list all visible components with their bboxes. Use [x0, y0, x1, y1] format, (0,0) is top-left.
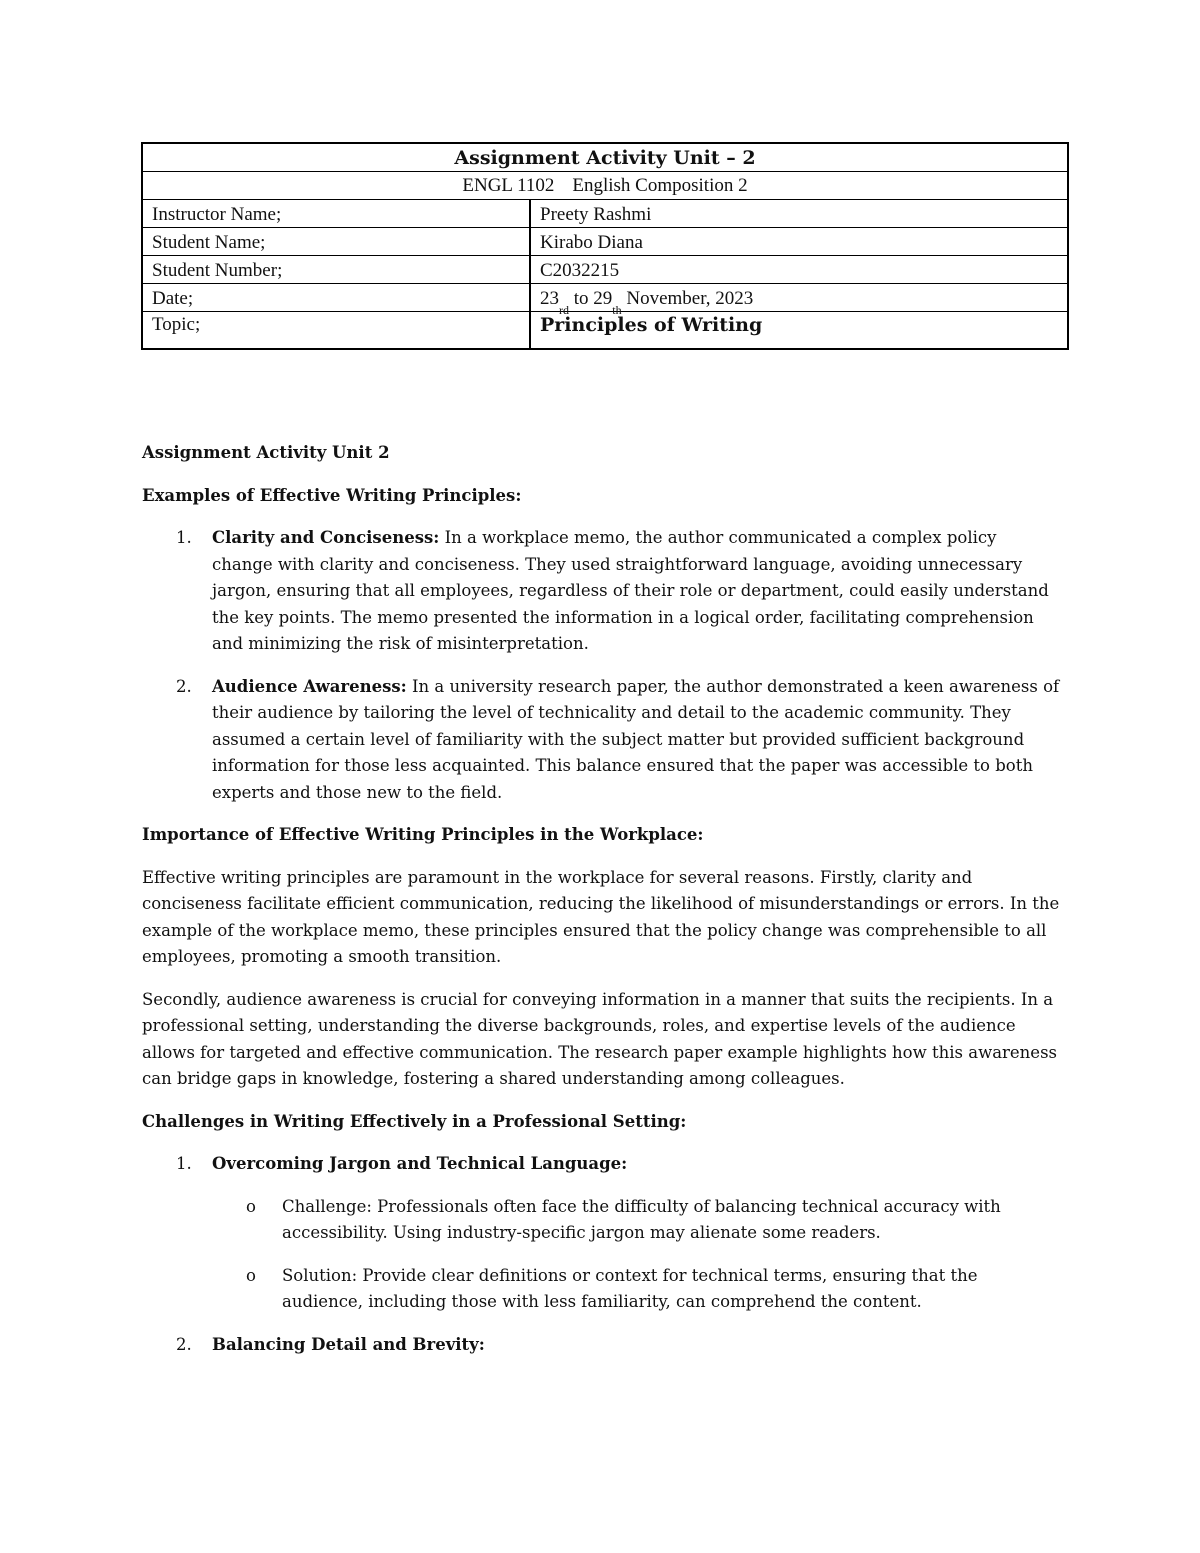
course-name: English Composition 2 [572, 174, 748, 196]
topic-row [143, 312, 1067, 348]
course-code: ENGL 1102 [462, 174, 555, 196]
instructor-row [143, 200, 1067, 228]
date-mid: to 29 [569, 288, 613, 309]
list-number: 2. [176, 1334, 192, 1354]
challenge-title: Balancing Detail and Brevity: [212, 1334, 485, 1354]
course-row [143, 172, 1067, 200]
bullet-marker: o [246, 1196, 256, 1216]
list-number: 1. [176, 1154, 192, 1173]
date-day-1: 23 [540, 288, 559, 309]
topic-value: Principles of Writing [540, 314, 763, 336]
list-number: 2. [176, 676, 192, 696]
challenge-item [142, 1151, 1062, 1178]
example-item [142, 674, 1062, 807]
date-value: 23 rd to 29 th November, 2023 [540, 288, 754, 317]
examples-heading: Examples of Effective Writing Principles: [142, 485, 522, 505]
bullet-text: Solution: Provide clear definitions or context for technical terms, ensuring that the audience, including those with less familiarity, can comprehend the content. [282, 1265, 978, 1311]
student-name-row [143, 228, 1067, 256]
example-text: In a workplace memo, the author communicated a complex policy change with clarity and conciseness. They used straightforward language, avoiding unnecessary jargon, ensuring that all employees, regardless of their role or department, could easily understand the key points. The memo presented the information in a logical order, facilitating comprehension and minimizing the risk of misinterpretation. [212, 528, 1049, 653]
example-term: Audience Awareness: [212, 676, 407, 696]
body-title: Assignment Activity Unit 2 [142, 443, 390, 462]
instructor-label: Instructor Name; [143, 200, 531, 227]
challenge-item [142, 1332, 1062, 1359]
header-title: Assignment Activity Unit – 2 [143, 144, 1067, 172]
importance-heading: Importance of Effective Writing Principles in the Workplace: [142, 825, 704, 844]
date-end: November, 2023 [621, 288, 754, 309]
header-table [141, 142, 1069, 350]
challenge-bullet [142, 1263, 1062, 1316]
example-term: Clarity and Conciseness: [212, 528, 440, 547]
bullet-marker: o [246, 1265, 256, 1285]
example-item [142, 525, 1062, 658]
student-number-row [143, 256, 1067, 284]
list-number: 1. [176, 528, 192, 547]
topic-label: Topic; [143, 312, 531, 348]
document-body [142, 440, 1062, 1358]
example-text: In a university research paper, the author demonstrated a keen awareness of their audience by tailoring the level of technicality and detail to the academic community. They assumed a certain level of familiarity with the subject matter but provided sufficient background information for those less acquainted. This balance ensured that the paper was accessible to both experts and those new to the field. [212, 676, 1060, 802]
challenge-bullet [142, 1194, 1062, 1247]
challenge-title: Overcoming Jargon and Technical Language: [212, 1154, 628, 1173]
importance-paragraph: Secondly, audience awareness is crucial for conveying information in a manner that suits the recipients. In a professional setting, understanding the diverse backgrounds, roles, and expertise levels of the audience allows for targeted and effective communication. The research paper example highlights how this awareness can bridge gaps in knowledge, fostering a shared understanding among colleagues. [142, 989, 1058, 1088]
student-name-label: Student Name; [143, 228, 531, 255]
instructor-value: Preety Rashmi [540, 204, 652, 225]
student-number-label: Student Number; [143, 256, 531, 283]
importance-paragraph: Effective writing principles are paramount in the workplace for several reasons. Firstly, clarity and conciseness facilitate efficient communication, reducing the likelihood of misunderstandings or errors. In the example of the workplace memo, these principles ensured that the policy change was comprehensible to all employees, promoting a smooth transition. [142, 867, 1060, 966]
student-number-value: C2032215 [540, 260, 620, 281]
challenges-heading: Challenges in Writing Effectively in a Professional Setting: [142, 1111, 687, 1131]
student-name-value: Kirabo Diana [540, 232, 643, 253]
bullet-text: Challenge: Professionals often face the difficulty of balancing technical accuracy with accessibility. Using industry-specific jargon may alienate some readers. [282, 1196, 1001, 1242]
date-row [143, 284, 1067, 317]
date-label: Date; [143, 284, 531, 311]
